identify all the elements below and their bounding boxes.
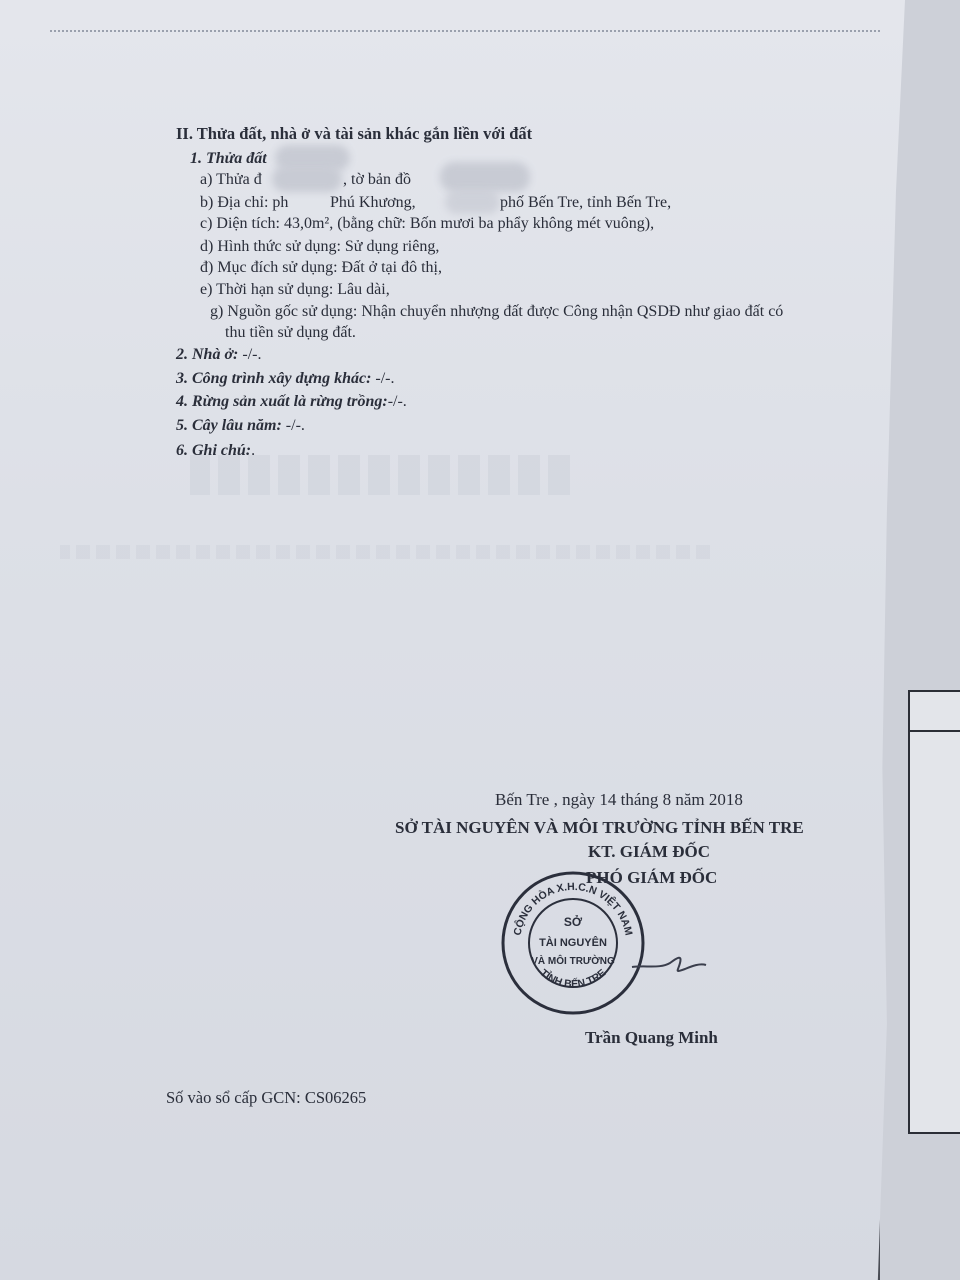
underlying-form-box (908, 690, 960, 1134)
use-form-line: d) Hình thức sử dụng: Sử dụng riêng, (200, 238, 440, 255)
item-value: -/-. (387, 393, 407, 410)
seal-ring-bottom: TỈNH BẾN TRE (537, 966, 609, 991)
handwritten-signature (630, 945, 710, 985)
address-city: phố Bến Tre, tỉnh Bến Tre, (500, 194, 672, 211)
reverse-side-show-through-2 (60, 545, 710, 559)
use-origin-line: g) Nguồn gốc sử dụng: Nhận chuyển nhượng đất được Công nhận QSDĐ như giao đất có (210, 303, 784, 320)
redaction-blur (440, 162, 530, 192)
area-line: c) Diện tích: 43,0m², (bằng chữ: Bốn mươi ba phẩy không mét vuông), (200, 215, 655, 232)
item-title: 2. Nhà ở: (176, 346, 239, 363)
redaction-blur (445, 190, 500, 214)
item-value: -/-. (281, 417, 305, 434)
item-perennial-trees (176, 416, 305, 436)
signer-role-2: PHÓ GIÁM ĐỐC (586, 868, 718, 887)
reverse-side-show-through (190, 455, 570, 495)
seal-center-3: VÀ MÔI TRƯỜNG (531, 956, 615, 967)
signer-role-1: KT. GIÁM ĐỐC (588, 842, 710, 861)
item-plantation-forest (176, 392, 407, 412)
signer-name: Trần Quang Minh (585, 1028, 718, 1047)
use-origin-line-2: thu tiền sử dụng đất. (225, 324, 356, 341)
seal-ring-top: CỘNG HÒA X.H.C.N VIỆT NAM (511, 880, 635, 937)
address-label: b) Địa chỉ: ph (200, 194, 289, 211)
item-title: 4. Rừng sản xuất là rừng trồng: (176, 393, 388, 410)
parcel-number-label: a) Thửa đ (200, 171, 262, 188)
seal-center-1: SỞ (563, 915, 583, 929)
item-notes (176, 441, 255, 461)
item-value: -/-. (371, 370, 395, 387)
redaction-blur (272, 166, 342, 192)
section-heading: II. Thửa đất, nhà ở và tài sản khác gắn liền với đất (176, 124, 533, 143)
item-house (176, 345, 261, 365)
page-top-border (50, 30, 880, 32)
map-sheet-label: , tờ bản đồ (343, 171, 412, 188)
issuing-agency: SỞ TÀI NGUYÊN VÀ MÔI TRƯỜNG TỈNH BẾN TRE (395, 818, 804, 837)
certificate-registry-number: Số vào sổ cấp GCN: CS06265 (166, 1088, 367, 1107)
item-title: 5. Cây lâu năm: (176, 417, 282, 434)
official-seal (498, 868, 648, 1018)
item-value: -/-. (238, 346, 262, 363)
underlying-form-line (910, 730, 960, 732)
parcel-title: 1. Thửa đất (190, 150, 267, 167)
item-title: 6. Ghi chú: (176, 442, 252, 459)
item-title: 3. Công trình xây dựng khác: (176, 370, 372, 387)
address-ward: Phú Khương, (330, 194, 416, 211)
svg-text:TỈNH BẾN TRE (538, 967, 609, 990)
seal-graphic (498, 868, 648, 1018)
item-value: . (251, 442, 256, 459)
date-line: Bến Tre , ngày 14 tháng 8 năm 2018 (495, 790, 743, 809)
item-other-construction (176, 369, 395, 389)
use-term-line: e) Thời hạn sử dụng: Lâu dài, (200, 281, 390, 298)
seal-center-2: TÀI NGUYÊN (539, 937, 607, 949)
use-purpose-line: đ) Mục đích sử dụng: Đất ở tại đô thị, (200, 259, 442, 276)
